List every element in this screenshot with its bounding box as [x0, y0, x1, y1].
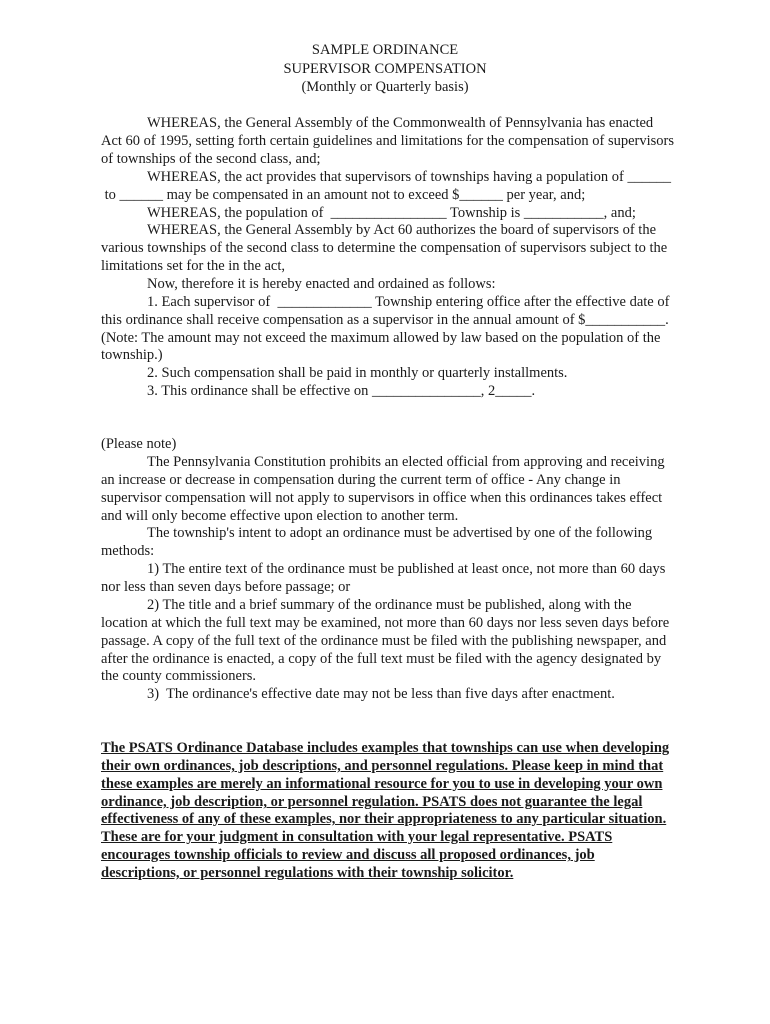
body-line: Now, therefore it is hereby enacted and ordained as follows: [147, 276, 496, 292]
body-line: of townships of the second class, and; [101, 151, 321, 167]
body-line: WHEREAS, the General Assembly of the Commonwealth of Pennsylvania has enacted [147, 115, 654, 131]
body-line: WHEREAS, the population of ________________ Township is ___________, and; [147, 205, 636, 221]
body-line: 2. Such compensation shall be paid in monthly or quarterly installments. [147, 365, 568, 381]
note-line: the county commissioners. [101, 668, 257, 684]
disclaimer-line: These are for your judgment in consultation with your legal representative. PSATS [101, 829, 613, 845]
note-line: an increase or decrease in compensation during the current term of office - Any change in [101, 472, 621, 488]
note-line: nor less than seven days before passage; or [101, 579, 351, 595]
body-line: (Note: The amount may not exceed the maximum allowed by law based on the population of the [101, 330, 661, 346]
note-line: The Pennsylvania Constitution prohibits an elected official from approving and receiving [147, 454, 665, 470]
note-line: 3) The ordinance's effective date may not be less than five days after enactment. [147, 686, 615, 702]
note-line: after the ordinance is enacted, a copy of the full text must be filed with the agency designated by [101, 651, 662, 667]
body-line: township.) [101, 347, 163, 363]
disclaimer-line: these examples are merely an informational resource for you to use in developing your own [101, 776, 663, 792]
document-subtitle: SUPERVISOR COMPENSATION [283, 61, 487, 77]
body-line: 3. This ordinance shall be effective on _______________, 2_____. [147, 383, 536, 399]
note-line: methods: [101, 543, 155, 559]
disclaimer-line: encourages township officials to review and discuss all proposed ordinances, job [101, 847, 595, 863]
note-line: location at which the full text may be examined, not more than 60 days nor less seven days before [101, 615, 670, 631]
body-line: to ______ may be compensated in an amount not to exceed $______ per year, and; [101, 187, 586, 203]
body-line: limitations set for the in the act, [101, 258, 286, 274]
body-line: 1. Each supervisor of _____________ Township entering office after the effective date of [147, 294, 670, 310]
body-line: WHEREAS, the act provides that supervisors of townships having a population of ______ [147, 169, 671, 185]
disclaimer-line: ordinance, job description, or personnel regulation. PSATS does not guarantee the legal [101, 794, 643, 810]
disclaimer-line: The PSATS Ordinance Database includes examples that townships can use when developing [101, 740, 670, 756]
note-line: supervisor compensation will not apply to supervisors in office when this ordinances takes effect [101, 490, 663, 506]
note-line: passage. A copy of the full text of the ordinance must be filed with the publishing newspaper, and [101, 633, 667, 649]
body-line: this ordinance shall receive compensation as a supervisor in the annual amount of $___________. [101, 312, 669, 328]
disclaimer-line: their own ordinances, job descriptions, and personnel regulations. Please keep in mind that [101, 758, 664, 774]
body-line: WHEREAS, the General Assembly by Act 60 authorizes the board of supervisors of the [147, 222, 657, 238]
note-heading: (Please note) [101, 436, 177, 452]
disclaimer-line: descriptions, or personnel regulations with their township solicitor. [101, 865, 514, 881]
note-line: The township's intent to adopt an ordinance must be advertised by one of the following [147, 525, 653, 541]
body-line: various townships of the second class to determine the compensation of supervisors subject to the [101, 240, 668, 256]
document-basis: (Monthly or Quarterly basis) [301, 79, 469, 95]
body-line: Act 60 of 1995, setting forth certain guidelines and limitations for the compensation of supervisors [101, 133, 675, 149]
note-line: and will only become effective upon election to another term. [101, 508, 459, 524]
note-line: 1) The entire text of the ordinance must be published at least once, not more than 60 days [147, 561, 666, 577]
disclaimer-line: effectiveness of any of these examples, nor their appropriateness to any particular situation. [101, 811, 667, 827]
note-line: 2) The title and a brief summary of the ordinance must be published, along with the [147, 597, 632, 613]
document-title: SAMPLE ORDINANCE [311, 42, 459, 58]
